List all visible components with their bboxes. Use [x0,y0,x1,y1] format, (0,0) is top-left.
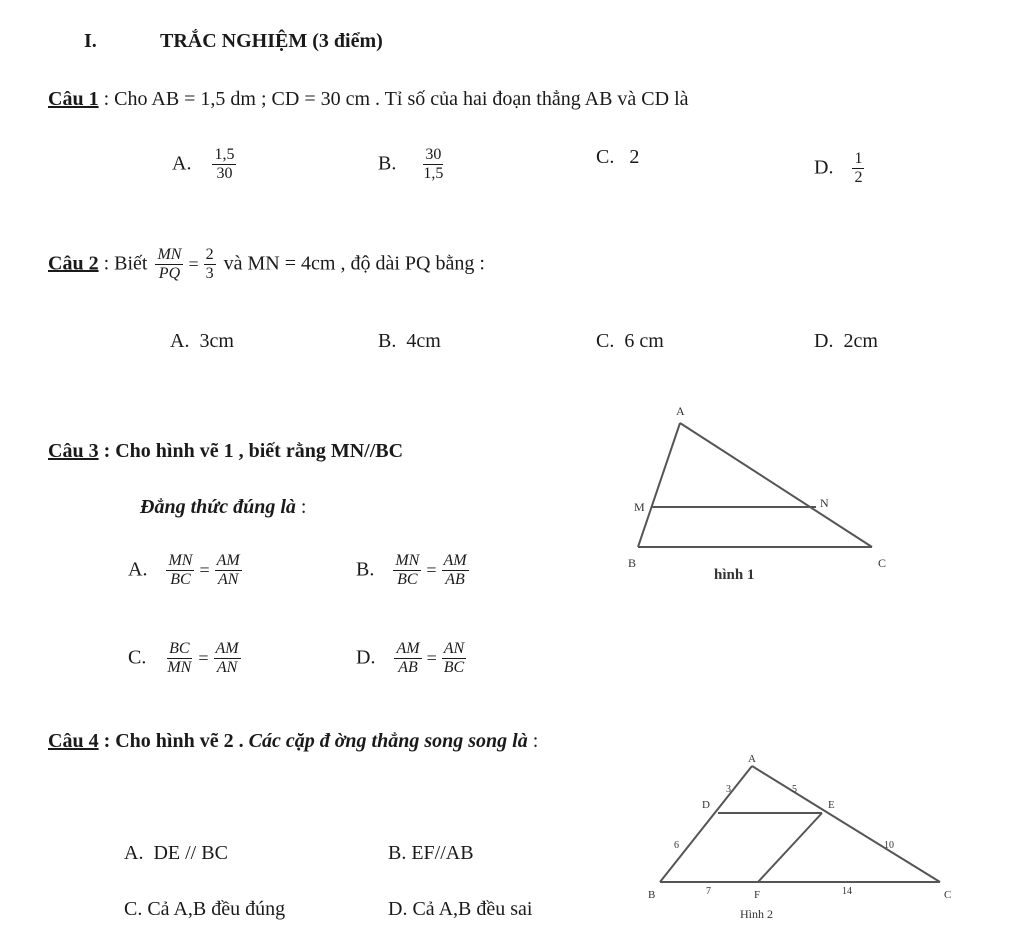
label-m: M [634,500,645,514]
q2-option-c[interactable]: C. 6 cm [596,330,664,352]
segment-ac [680,423,872,547]
label-f: F [754,889,761,901]
section-number: I. [84,30,97,52]
q3-line [48,440,403,463]
q4-text-italic: Các cặp đ ờng thẳng song song là [248,730,528,752]
option-value: 2 [629,146,640,168]
q2-rhs-fraction: $\frac{2}{3}$ [205,246,214,283]
q3-text: : Cho hình vẽ 1 , biết rằng MN//BC [98,440,404,462]
q4-text-end: : [527,730,539,752]
segment-ef [758,813,822,882]
label-d: D [702,799,710,811]
q3-label: Câu 3 [48,440,99,462]
label-n: N [820,496,829,510]
option-letter: A. [172,152,192,175]
q2-option-a[interactable]: A. 3cm [170,330,234,352]
q1-option-b[interactable] [378,146,448,184]
section-title: TRẮC NGHIỆM (3 điểm) [160,30,383,52]
q1-text: : Cho AB = 1,5 dm ; CD = 30 cm . Tỉ số của hai đoạn thẳng AB và CD là [98,88,689,110]
label-b: B [628,556,637,570]
q1-label: Câu 1 [48,88,99,110]
measure-bf: 7 [706,886,711,897]
segment-ab [638,423,680,547]
q2-line [48,246,485,284]
q2-suffix: và MN = 4cm , độ dài PQ bằng : [218,252,485,275]
q3-option-d[interactable]: D. $\frac{AM}{AB}$ = $\frac{AN}{BC}$ [356,640,465,677]
q3-option-c[interactable]: C. $\frac{BC}{MN}$ = $\frac{AM}{AN}$ [128,640,239,677]
label-a: A [748,753,756,765]
segment-ac [752,766,940,882]
label-e: E [828,799,835,811]
label-a: A [676,404,685,418]
q2-label: Câu 2 [48,252,99,275]
q4-label: Câu 4 [48,730,99,752]
option-letter: B. [378,152,397,175]
segment-ab [660,766,752,882]
q4-option-c[interactable]: C. Cả A,B đều đúng [124,898,286,920]
q1-option-d[interactable] [814,150,867,188]
label-c: C [878,556,887,570]
q4-text: : Cho hình vẽ 2 . [98,730,249,752]
measure-db: 6 [674,840,679,851]
q4-option-b[interactable]: B. EF//AB [388,842,474,864]
q2-ratio-fraction: $\frac{MN}{PQ}$ [157,246,182,283]
q1-d-fraction: $\frac{1}{2}$ [854,150,863,187]
figure-1-triangle [610,395,910,595]
q2-option-b[interactable]: B. 4cm [378,330,441,352]
figure-1-caption: hình 1 [714,567,755,583]
label-b: B [648,889,656,901]
option-letter: D. [814,156,834,179]
q1-b-fraction: $\frac{30}{1,5}$ [423,146,444,183]
q4-line [48,730,538,753]
measure-ae: 5 [792,784,797,795]
q4-option-d[interactable]: D. Cả A,B đều sai [388,898,533,920]
q2-prefix: : Biết [98,252,153,275]
q3-option-a[interactable]: A. $\frac{MN}{BC}$ = $\frac{AM}{AN}$ [128,552,240,589]
q2-eq: = [188,254,199,275]
q4-option-a[interactable]: A. DE // BC [124,842,228,864]
measure-ec: 10 [884,840,894,851]
q1-a-fraction: $\frac{1,5}{30}$ [214,146,235,183]
measure-fc: 14 [842,886,852,897]
q1-line [48,88,689,111]
figure-2-triangle [640,752,970,932]
q1-option-c[interactable] [596,146,639,169]
q1-option-a[interactable] [172,146,239,184]
q3-option-b[interactable]: B. $\frac{MN}{BC}$ = $\frac{AM}{AB}$ [356,552,467,589]
option-letter: C. [596,146,615,168]
q2-option-d[interactable]: D. 2cm [814,330,878,352]
label-c: C [944,889,952,901]
q3-subtitle: Đẳng thức đúng là : [140,496,307,518]
measure-ad: 3 [726,784,731,795]
figure-2-caption: Hình 2 [740,907,773,921]
